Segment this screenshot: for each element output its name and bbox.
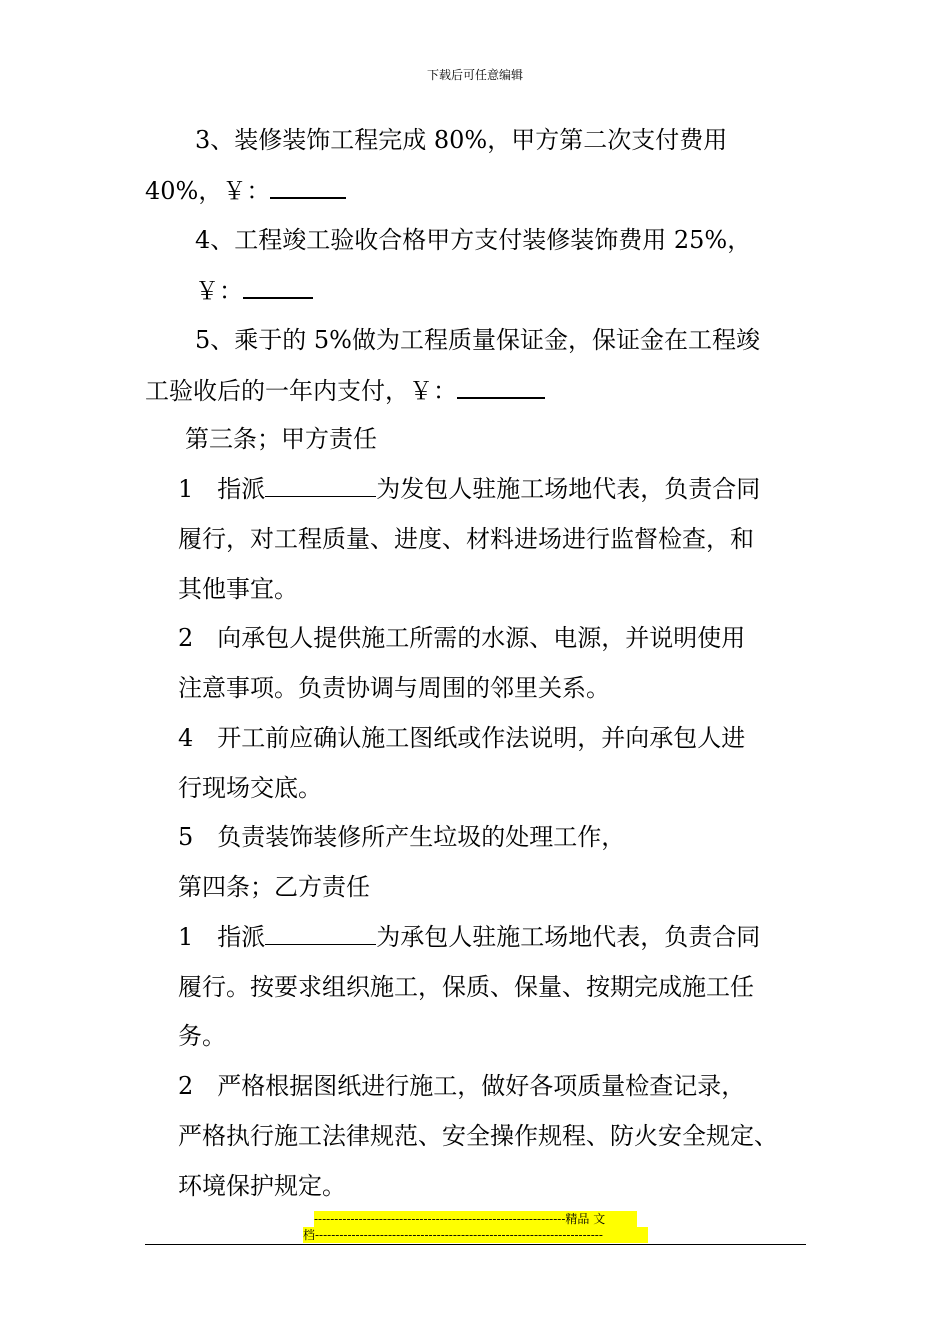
clause-4: 4、工程竣工验收合格甲方支付装修装饰费用 25%， <box>195 226 752 254</box>
footer-rule <box>145 1244 806 1245</box>
representative-blank <box>265 922 376 945</box>
article-4-item-1 <box>178 922 760 952</box>
clause-5-cont <box>145 375 545 406</box>
clause-5: 5、乘于的 5%做为工程质量保证金，保证金在工程竣 <box>195 326 760 354</box>
item-1-lead: 1 指派 <box>178 475 266 503</box>
clause-5-amount-label: 工验收后的一年内支付，￥： <box>145 377 457 405</box>
article-3-item-1-end: 其他事宜。 <box>178 575 298 603</box>
clause-4-cont <box>195 275 313 306</box>
article-4-heading: 第四条；乙方责任 <box>178 873 370 901</box>
representative-blank <box>265 474 376 497</box>
page-header: 下载后可任意编辑 <box>426 68 523 82</box>
clause-3-amount-label: 40%，￥： <box>145 177 271 205</box>
item-1-rest: 为承包人驻施工场地代表，负责合同 <box>376 923 761 951</box>
article-3-item-1 <box>178 474 760 504</box>
article-3-item-1-cont: 履行，对工程质量、进度、材料进场进行监督检查，和 <box>178 525 754 553</box>
article-4-item-2-cont: 严格执行施工法律规范、安全操作规程、防火安全规定、 <box>178 1122 778 1150</box>
article-4-item-1-end: 务。 <box>178 1022 226 1050</box>
article-3-item-2-cont: 注意事项。负责协调与周围的邻里关系。 <box>178 674 610 702</box>
clause-3-cont <box>145 175 346 206</box>
article-4-item-1-cont: 履行。按要求组织施工，保质、保量、按期完成施工任 <box>178 973 754 1001</box>
item-1-lead: 1 指派 <box>178 923 266 951</box>
article-4-item-2: 2 严格根据图纸进行施工，做好各项质量检查记录， <box>178 1072 746 1100</box>
article-3-item-2: 2 向承包人提供施工所需的水源、电源，并说明使用 <box>178 624 746 652</box>
amount-blank <box>457 375 545 399</box>
item-1-rest: 为发包人驻施工场地代表，负责合同 <box>376 475 761 503</box>
article-4-item-2-end: 环境保护规定。 <box>178 1172 346 1200</box>
article-3-heading: 第三条；甲方责任 <box>185 425 377 453</box>
article-3-item-4: 4 开工前应确认施工图纸或作法说明，并向承包人进 <box>178 724 746 752</box>
footer-watermark-line-2: 档----------------------------------------------------------------------- <box>303 1227 648 1243</box>
amount-blank <box>243 275 313 299</box>
clause-3: 3、装修装饰工程完成 80%，甲方第二次支付费用 <box>195 126 728 154</box>
article-3-item-4-cont: 行现场交底。 <box>178 774 322 802</box>
article-3-item-5: 5 负责装饰装修所产生垃圾的处理工作， <box>178 823 626 851</box>
clause-4-amount-label: ￥： <box>195 277 243 305</box>
footer-watermark-line-1: --------------------------------------------------------------精品 文 <box>314 1211 637 1227</box>
amount-blank <box>270 175 346 199</box>
